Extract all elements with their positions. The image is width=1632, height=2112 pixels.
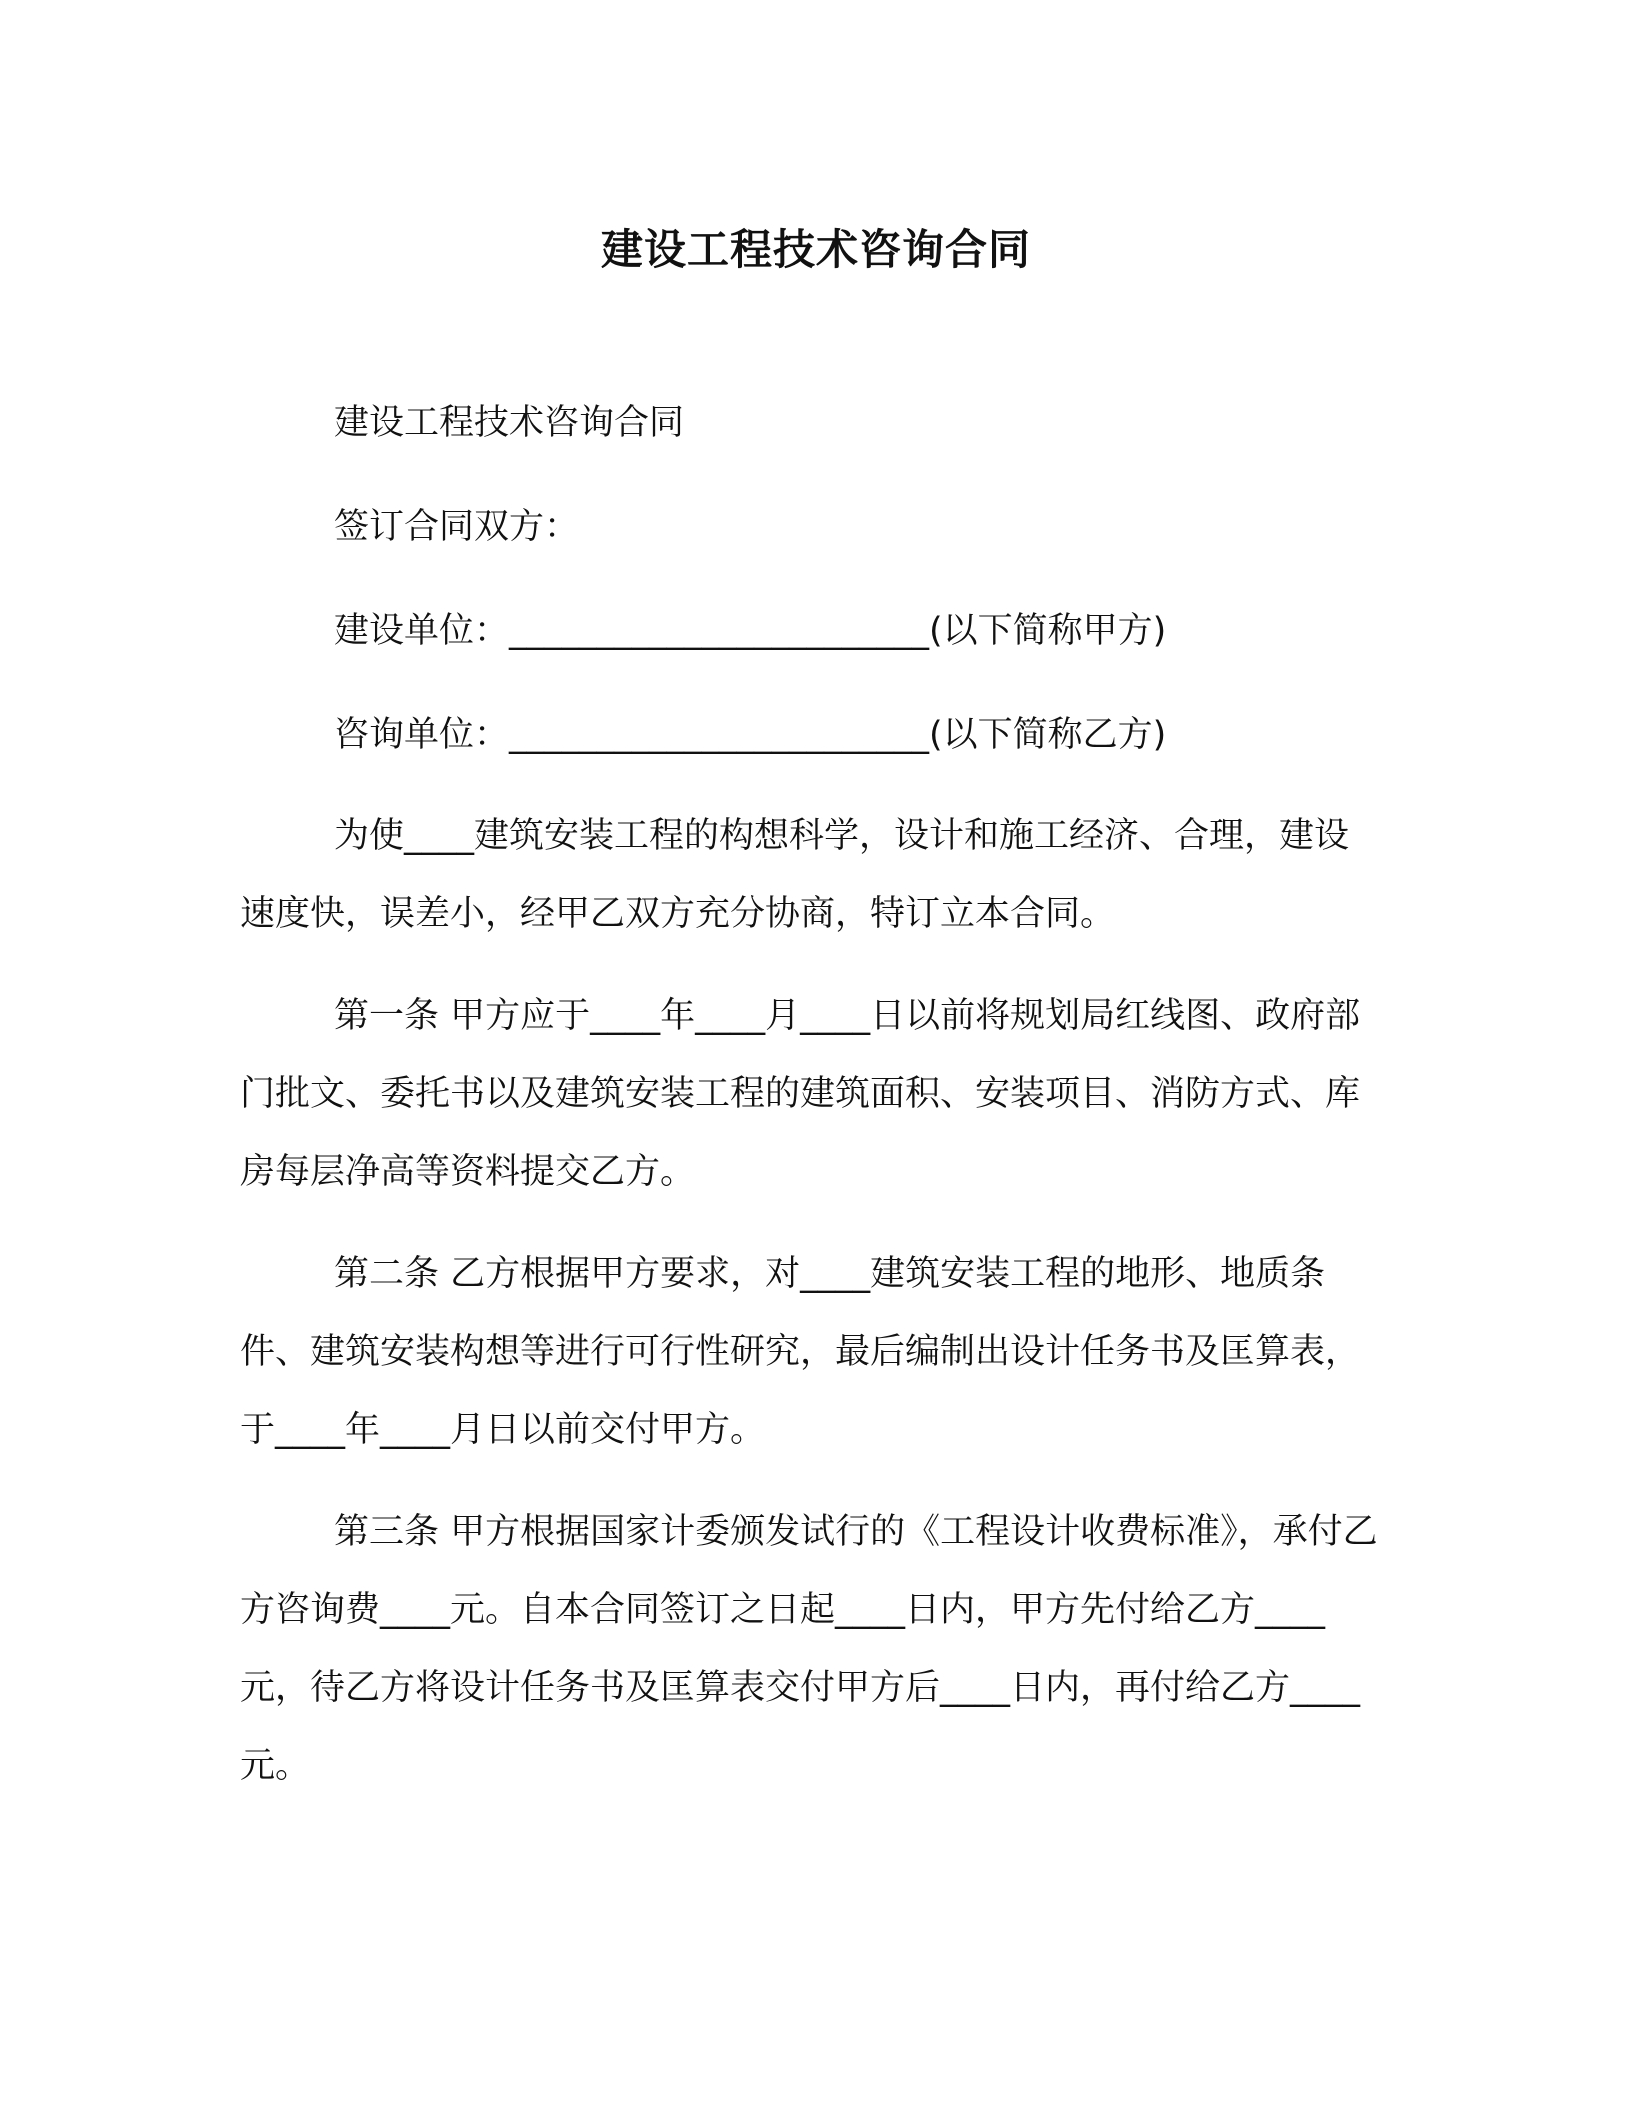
contract-body-single-lines xyxy=(240,384,1380,774)
parties-heading: 签订合同双方： xyxy=(334,507,580,547)
article-two-paragraph: 第二条 乙方根据甲方要求，对____建筑安装工程的地形、地质条件、建筑安装构想等进行可行性研究，最后编制出设计任务书及匡算表，于____年____月日以前交付甲方。 xyxy=(240,1254,1361,1450)
contract-body-clauses xyxy=(240,797,1380,1805)
client-party-line: 建设单位：________________________(以下简称甲方) xyxy=(334,611,1167,651)
article-one-paragraph: 第一条 甲方应于____年____月____日以前将规划局红线图、政府部门批文、委托书以及建筑安装工程的建筑面积、安装项目、消防方式、库房每层净高等资料提交乙方。 xyxy=(240,996,1361,1192)
document-title: 建设工程技术咨询合同 xyxy=(600,225,1031,274)
subtitle-paragraph: 建设工程技术咨询合同 xyxy=(334,403,685,443)
article-three-paragraph: 第三条 甲方根据国家计委颁发试行的《工程设计收费标准》，承付乙方咨询费____元。自本合同签订之日起____日内，甲方先付给乙方____元，待乙方将设计任务书及匡算表交付甲方后____日内，再付给乙方____元。 xyxy=(240,1512,1378,1786)
purpose-paragraph: 为使____建筑安装工程的构想科学，设计和施工经济、合理，建设速度快，误差小，经甲乙双方充分协商，特订立本合同。 xyxy=(240,816,1350,934)
consultant-party-line: 咨询单位：________________________(以下简称乙方) xyxy=(334,715,1167,755)
